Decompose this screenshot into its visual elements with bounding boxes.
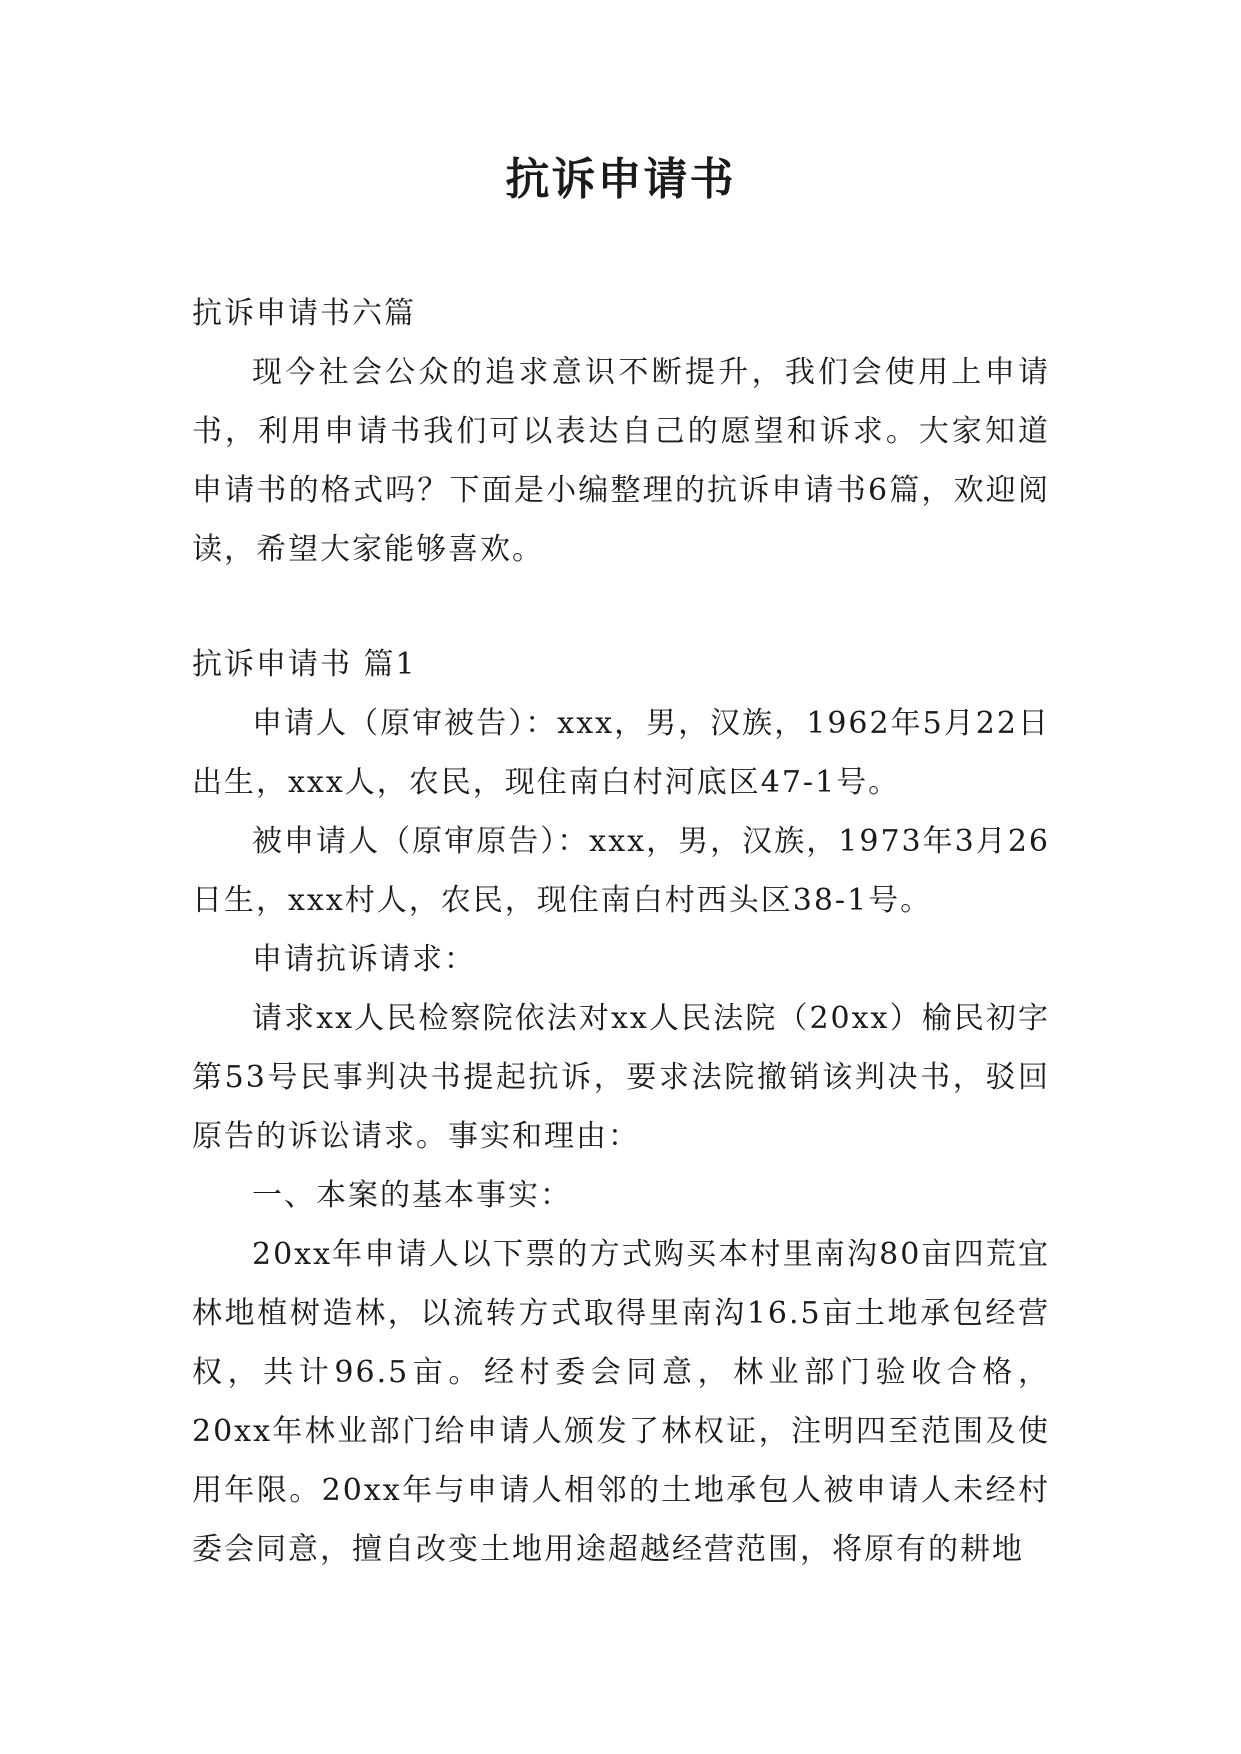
section-heading: 抗诉申请书 篇1 (192, 647, 417, 682)
facts-heading: 一、本案的基本事实： (252, 1178, 572, 1213)
request-heading: 申请抗诉请求： (252, 942, 476, 977)
request-paragraph: 请求xx人民检察院依法对xx人民法院（20xx）榆民初字第53号民事判决书提起抗诉，要求法院撤销该判决书，驳回原告的诉讼请求。事实和理由： (192, 1001, 1050, 1154)
document-title: 抗诉申请书 (505, 154, 736, 205)
document-body (192, 284, 1050, 1579)
applicant-paragraph: 申请人（原审被告）：xxx，男，汉族，1962年5月22日出生，xxx人，农民，现住南白村河底区47-1号。 (192, 706, 1050, 800)
document-subtitle: 抗诉申请书六篇 (192, 296, 416, 331)
respondent-paragraph: 被申请人（原审原告）：xxx，男，汉族，1973年3月26日生，xxx村人，农民，现住南白村西头区38-1号。 (192, 824, 1050, 918)
facts-paragraph: 20xx年申请人以下票的方式购买本村里南沟80亩四荒宜林地植树造林，以流转方式取得里南沟16.5亩土地承包经营权，共计96.5亩。经村委会同意，林业部门验收合格，20xx年林业部门给申请人颁发了林权证，注明四至范围及使用年限。20xx年与申请人相邻的土地承包人被申请人未经村委会同意，擅自改变土地用途超越经营范围，将原有的耕地 (192, 1237, 1050, 1567)
section-spacer (192, 579, 1050, 635)
intro-paragraph: 现今社会公众的追求意识不断提升，我们会使用上申请书，利用申请书我们可以表达自己的愿望和诉求。大家知道申请书的格式吗？下面是小编整理的抗诉申请书6篇，欢迎阅读，希望大家能够喜欢。 (192, 355, 1050, 567)
